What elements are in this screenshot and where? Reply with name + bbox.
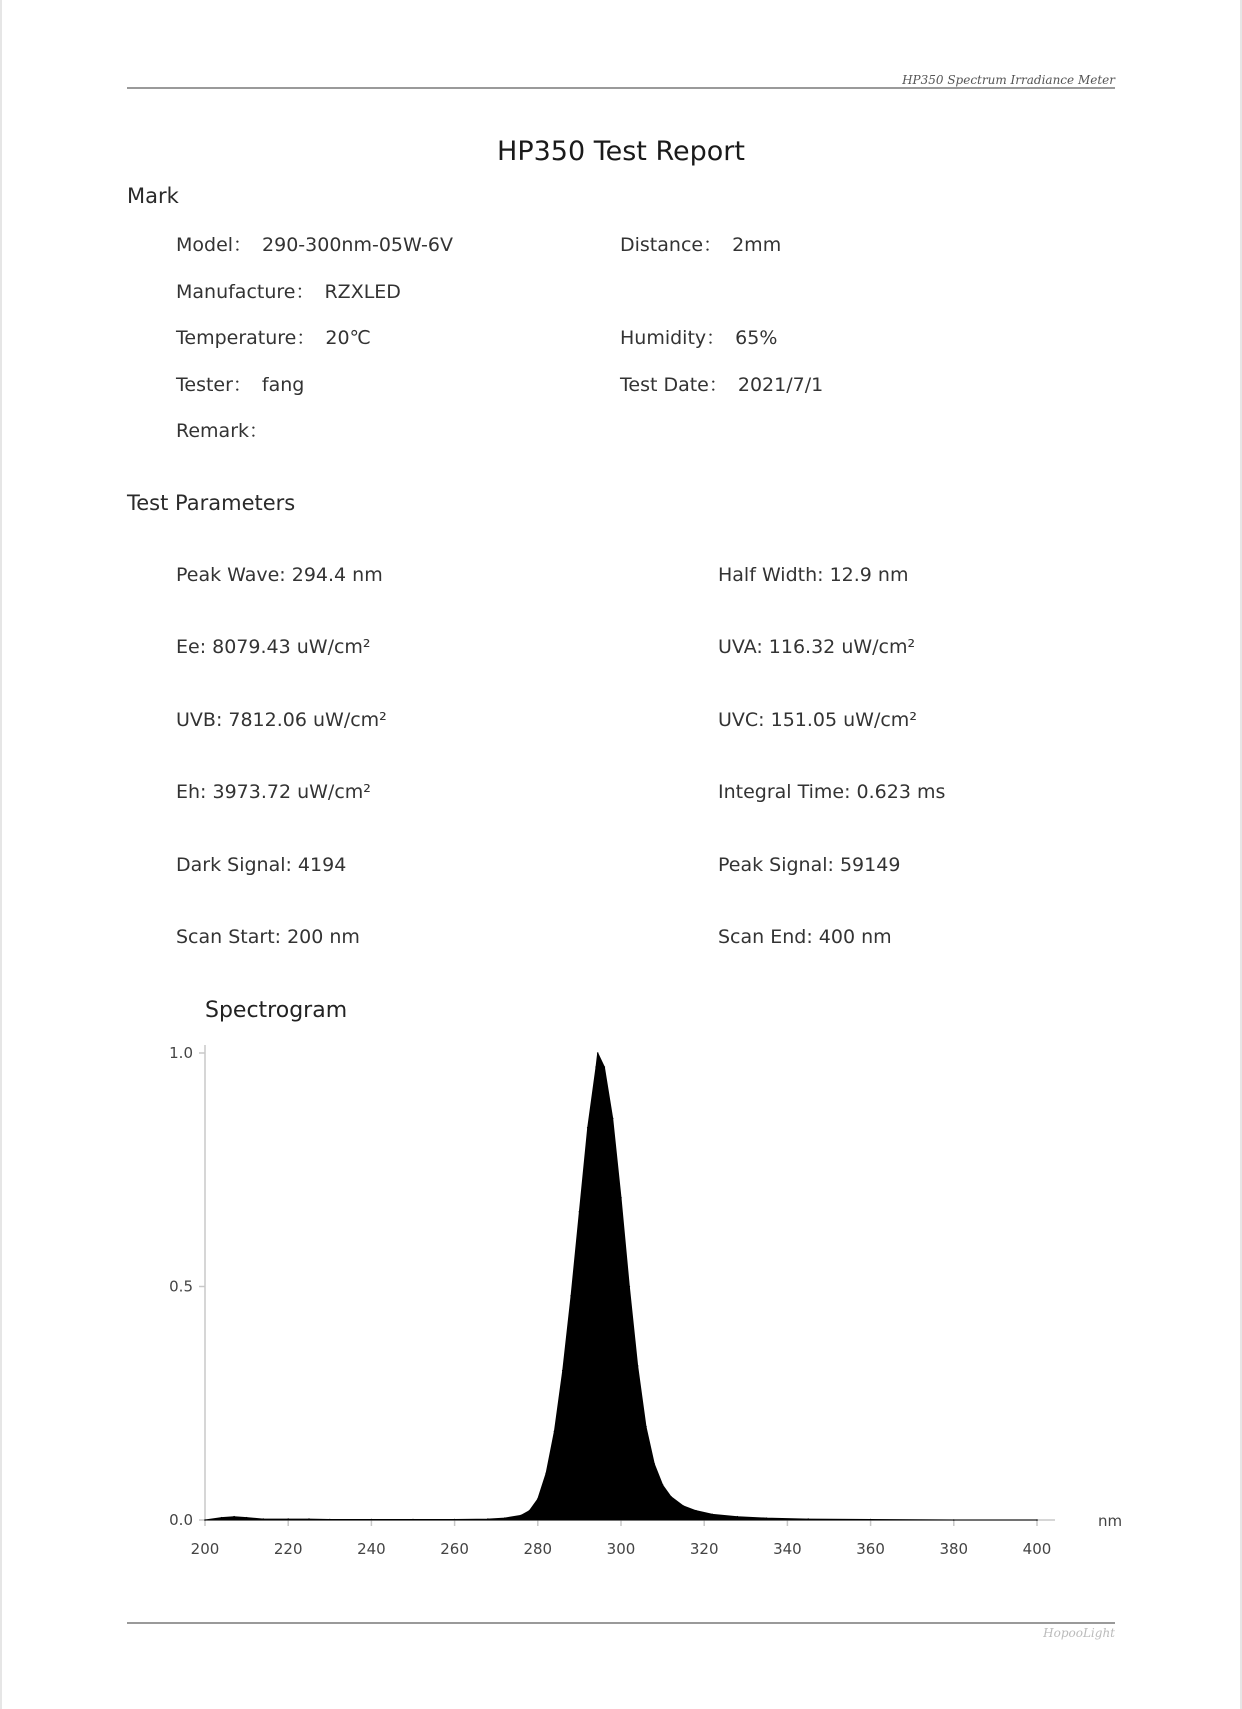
x-tick-label-200: 200: [190, 1540, 220, 1558]
spectrum-point: [737, 1516, 739, 1518]
tester-label: Tester：: [176, 374, 252, 396]
spectrum-point: [604, 1066, 606, 1068]
model-label: Model：: [176, 234, 253, 256]
spectrum-point: [629, 1286, 631, 1288]
y-tick-label-0.0: 0.0: [169, 1511, 193, 1529]
x-tick-label-220: 220: [273, 1540, 303, 1558]
manufacture-label: Manufacture：: [176, 281, 315, 303]
tester-field: [176, 370, 304, 397]
eh-value: Eh: 3973.72 uW/cm²: [176, 781, 371, 803]
spectrum-point: [683, 1505, 685, 1507]
x-tick-label-320: 320: [689, 1540, 719, 1558]
spectrum-point: [670, 1496, 672, 1498]
spectrum-point: [712, 1514, 714, 1516]
footer-brand: HopooLight: [1043, 1626, 1115, 1640]
test-date-value: 2021/7/1: [737, 374, 824, 396]
spectrum-point: [612, 1118, 614, 1120]
spectrum-point: [597, 1052, 599, 1054]
remark-field: [176, 416, 278, 443]
peak-signal: Peak Signal: 59149: [718, 854, 901, 876]
model-value: 290-300nm-05W-6V: [262, 234, 453, 256]
temperature-label: Temperature：: [176, 327, 316, 349]
humidity-value: 65%: [735, 327, 778, 349]
distance-label: Distance：: [620, 234, 723, 256]
spectrum-area-0: [205, 1053, 1037, 1520]
spectrum-point: [371, 1519, 373, 1521]
manufacture-value: RZXLED: [324, 281, 401, 303]
spectrum-point: [221, 1517, 223, 1519]
x-tick-label-280: 280: [523, 1540, 553, 1558]
test-date-label: Test Date：: [620, 374, 728, 396]
scan-end: Scan End: 400 nm: [718, 926, 892, 948]
spectrum-point: [637, 1365, 639, 1367]
x-tick-label-240: 240: [357, 1540, 386, 1558]
spectrum-point: [412, 1519, 414, 1521]
x-tick-label-260: 260: [440, 1540, 469, 1558]
test-parameters-heading: Test Parameters: [127, 491, 296, 515]
uvb-value: UVB: 7812.06 uW/cm²: [176, 709, 387, 731]
y-tick-label-0.5: 0.5: [169, 1277, 193, 1296]
humidity-field: [620, 323, 777, 350]
spectrum-point: [645, 1426, 647, 1428]
distance-field: [620, 230, 781, 257]
test-date-field: [620, 370, 823, 397]
x-tick-label-340: 340: [773, 1540, 802, 1558]
x-tick-label-380: 380: [939, 1540, 969, 1558]
peak-wave: Peak Wave: 294.4 nm: [176, 564, 383, 586]
spectrum-point: [545, 1473, 547, 1475]
temperature-value: 20℃: [325, 327, 371, 349]
spectrum-point: [520, 1515, 522, 1517]
spectrum-point: [329, 1519, 331, 1521]
chart-title: Spectrogram: [205, 998, 348, 1023]
header-rule: [127, 87, 1115, 89]
spectrum-point: [870, 1519, 872, 1521]
spectrum-point: [537, 1498, 539, 1500]
spectrum-point: [620, 1197, 622, 1199]
spectrum-point: [595, 1066, 597, 1068]
spectrum-point: [662, 1484, 664, 1486]
x-tick-label-360: 360: [856, 1540, 885, 1558]
integral-time: Integral Time: 0.623 ms: [718, 781, 946, 803]
spectrum-point: [562, 1370, 564, 1372]
manufacture-field: [176, 277, 401, 304]
spectrum-point: [487, 1518, 489, 1520]
remark-label: Remark：: [176, 420, 269, 442]
spectrum-point: [953, 1519, 955, 1521]
x-tick-label-400: 400: [1022, 1540, 1052, 1558]
model-field: [176, 230, 453, 257]
spectrum-point: [246, 1517, 248, 1519]
spectrum-point: [554, 1430, 556, 1432]
spectrum-point: [287, 1518, 289, 1520]
spectrum-point: [695, 1510, 697, 1512]
spectrum-point: [766, 1517, 768, 1519]
report-title: HP350 Test Report: [497, 136, 745, 167]
ee-value: Ee: 8079.43 uW/cm²: [176, 636, 371, 658]
mark-heading: Mark: [127, 184, 179, 208]
temperature-field: [176, 323, 371, 350]
spectrum-point: [454, 1519, 456, 1521]
spectrum-point: [653, 1463, 655, 1465]
y-tick-label-1.0: 1.0: [169, 1044, 193, 1062]
spectrum-point: [570, 1295, 572, 1297]
spectrum-point: [529, 1510, 531, 1512]
spectrum-point: [587, 1127, 589, 1129]
spectrum-point: [204, 1519, 206, 1521]
spectrum-point: [233, 1516, 235, 1518]
x-axis-unit-label: nm: [1097, 1512, 1123, 1530]
humidity-label: Humidity：: [620, 327, 726, 349]
spectrum-point: [579, 1211, 581, 1213]
spectrum-point: [262, 1518, 264, 1520]
x-tick-label-300: 300: [606, 1540, 636, 1558]
header-product-name: HP350 Spectrum Irradiance Meter: [902, 73, 1115, 87]
spectrum-point: [504, 1517, 506, 1519]
spectrogram-chart: [140, 1030, 1123, 1570]
half-width: Half Width: 12.9 nm: [718, 564, 909, 586]
footer-rule: [127, 1622, 1115, 1624]
scan-start: Scan Start: 200 nm: [176, 926, 360, 948]
distance-value: 2mm: [732, 234, 782, 256]
uva-value: UVA: 116.32 uW/cm²: [718, 636, 916, 658]
spectrum-point: [1036, 1519, 1038, 1521]
dark-signal: Dark Signal: 4194: [176, 854, 347, 876]
spectrum-point: [807, 1518, 809, 1520]
tester-value: fang: [261, 374, 305, 396]
spectrum-point: [308, 1518, 310, 1520]
uvc-value: UVC: 151.05 uW/cm²: [718, 709, 917, 731]
